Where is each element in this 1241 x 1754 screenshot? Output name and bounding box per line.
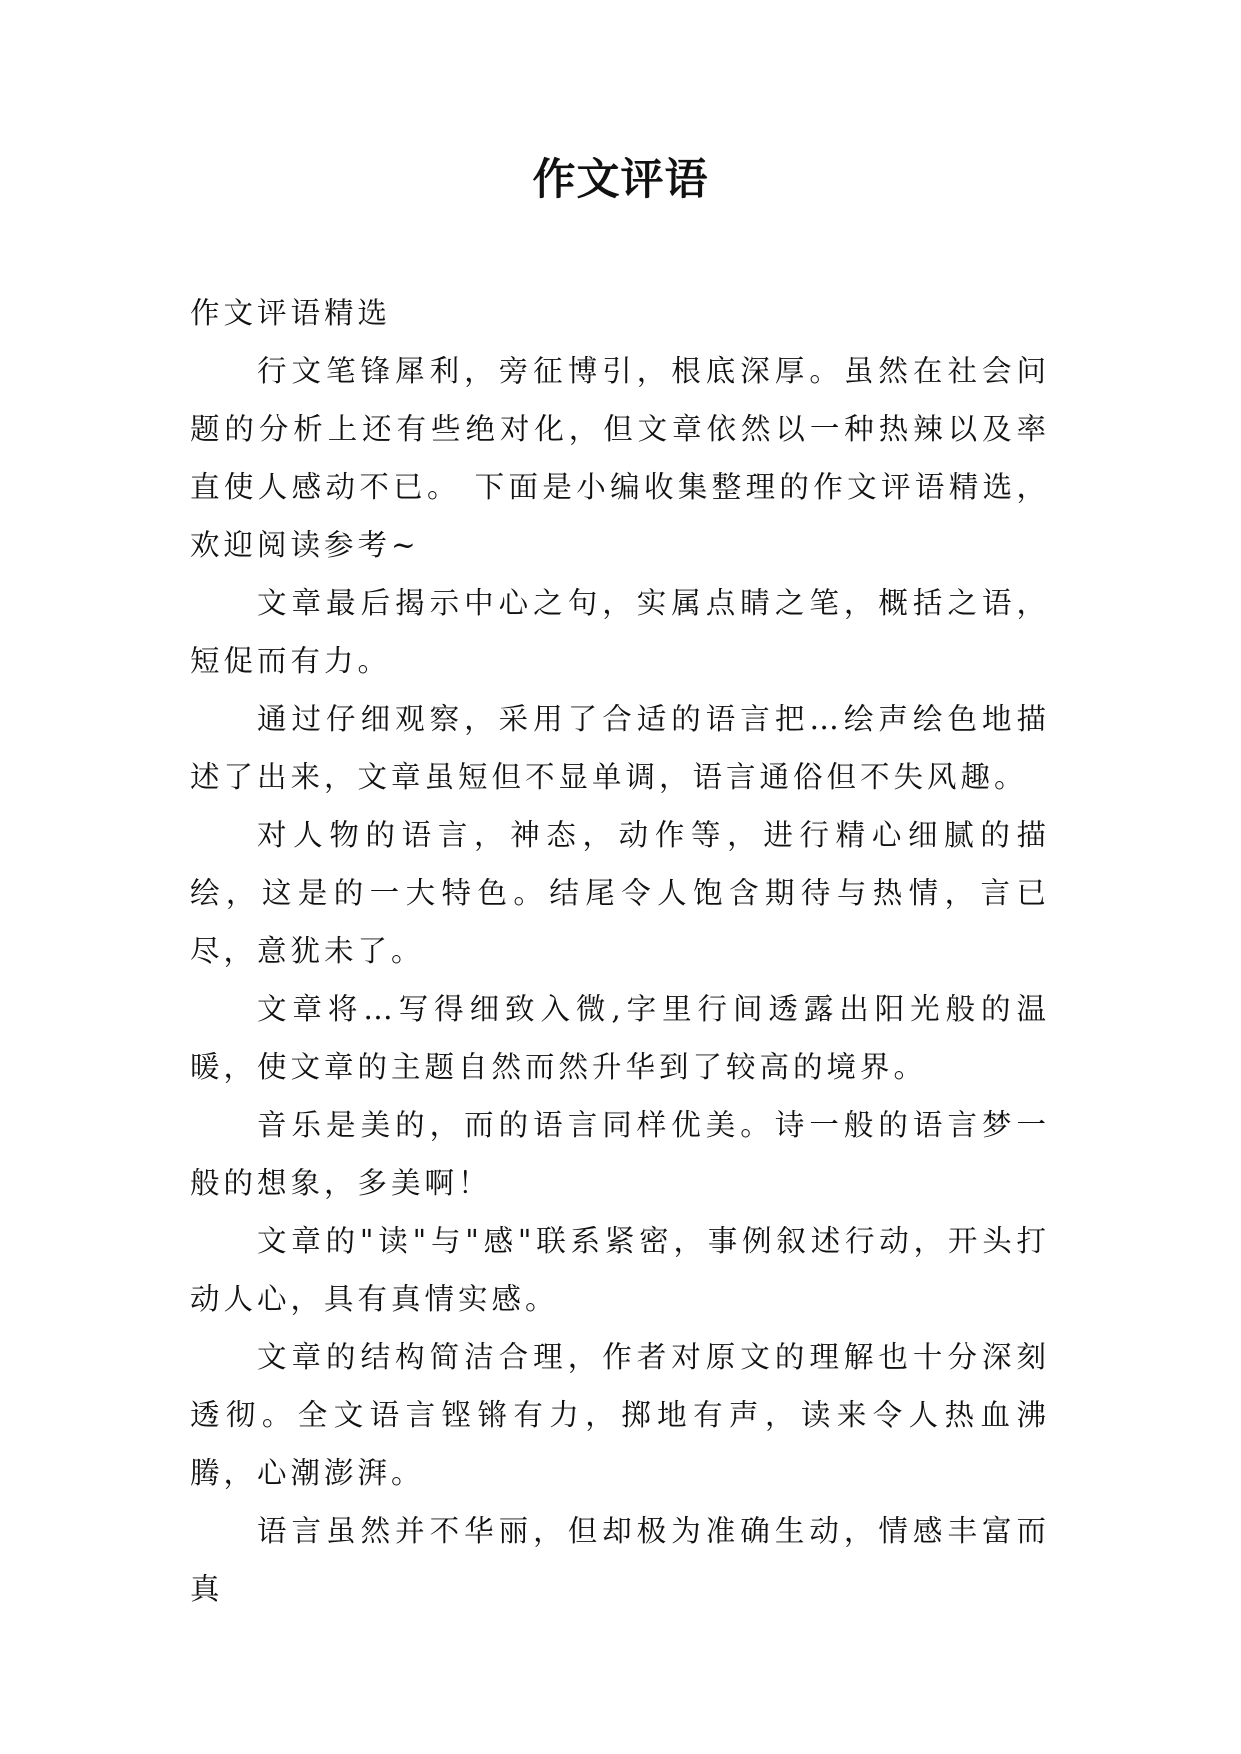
paragraph: 文章的"读"与"感"联系紧密，事例叙述行动，开头打动人心，具有真情实感。	[190, 1224, 1050, 1316]
paragraph: 文章最后揭示中心之句，实属点睛之笔，概括之语，短促而有力。	[190, 586, 1050, 678]
paragraph: 对人物的语言，神态，动作等，进行精心细腻的描绘，这是的一大特色。结尾令人饱含期待与热情，言已尽，意犹未了。	[190, 818, 1050, 968]
document-title: 作文评语	[532, 155, 709, 205]
paragraph: 文章的结构简洁合理，作者对原文的理解也十分深刻透彻。全文语言铿锵有力，掷地有声，读来令人热血沸腾，心潮澎湃。	[190, 1340, 1050, 1490]
paragraph: 通过仔细观察，采用了合适的语言把…绘声绘色地描述了出来，文章虽短但不显单调，语言通俗但不失风趣。	[190, 702, 1050, 794]
paragraph: 语言虽然并不华丽，但却极为准确生动，情感丰富而真	[190, 1514, 1050, 1606]
paragraph-intro: 行文笔锋犀利，旁征博引，根底深厚。虽然在社会问题的分析上还有些绝对化，但文章依然以一种热辣以及率直使人感动不已。 下面是小编收集整理的作文评语精选，欢迎阅读参考~	[190, 354, 1050, 562]
document-subtitle: 作文评语精选	[190, 296, 392, 330]
paragraph: 音乐是美的，而的语言同样优美。诗一般的语言梦一般的想象，多美啊！	[190, 1108, 1050, 1200]
document-body	[190, 284, 1050, 1618]
paragraph: 文章将…写得细致入微,字里行间透露出阳光般的温暖，使文章的主题自然而然升华到了较高的境界。	[190, 992, 1050, 1084]
